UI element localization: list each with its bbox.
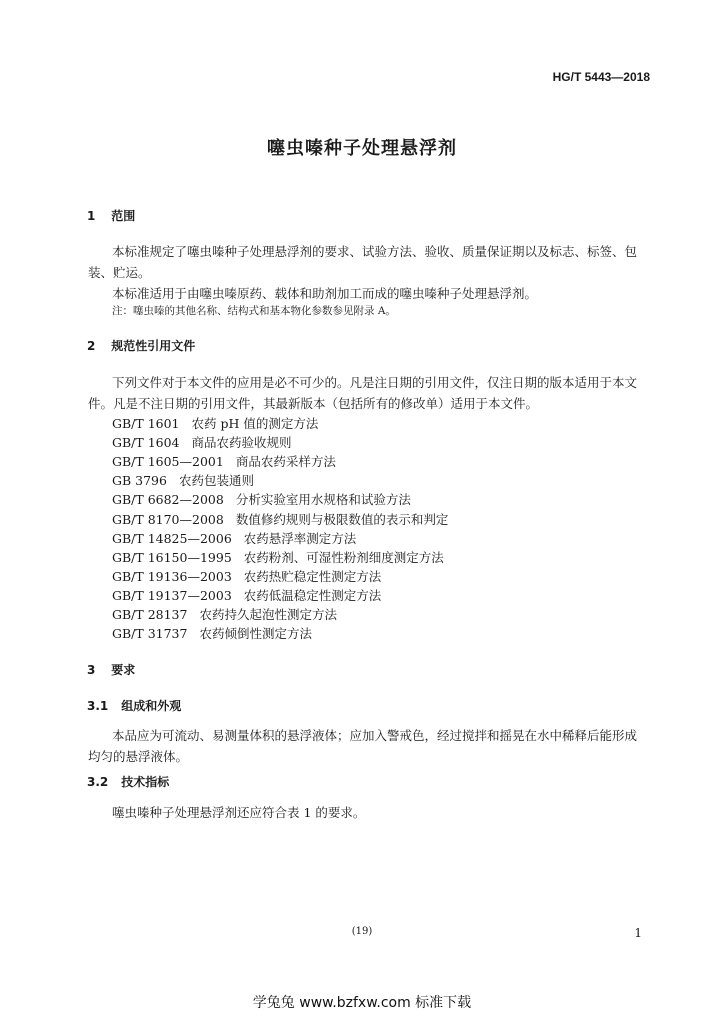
reference-title: 农药悬浮率测定方法 (243, 530, 357, 546)
reference-title: 商品农药验收规则 (191, 435, 292, 451)
technical-indicators-line: 噻虫嗪种子处理悬浮剂还应符合表 1 的要求。 (112, 805, 366, 820)
section-title: 规范性引用文件 (111, 339, 196, 353)
section-number: 2 (87, 339, 96, 353)
reference-code: GB/T 14825—2006 (112, 530, 232, 546)
reference-item (112, 452, 336, 470)
section-number: 3.1 (87, 699, 109, 713)
reference-code: GB/T 16150—1995 (112, 549, 232, 565)
reference-code: GB/T 19136—2003 (112, 568, 232, 584)
reference-code: GB/T 31737 (112, 626, 188, 642)
reference-item (112, 510, 448, 528)
page-number: 1 (634, 926, 642, 940)
reference-code: GB/T 1604 (112, 435, 180, 451)
section-title: 范围 (111, 209, 136, 223)
section-title: 要求 (111, 663, 136, 677)
composition-line-1: 本品应为可流动、易测量体积的悬浮液体；应加入警戒色，经过搅拌和摇晃在水中稀释后能形成 (112, 728, 638, 743)
reference-item (112, 548, 444, 566)
reference-item (112, 624, 312, 642)
scope-para-1-line-2: 装、贮运。 (88, 265, 151, 280)
reference-code: GB/T 28137 (112, 607, 188, 622)
section-3-2-heading (87, 773, 169, 790)
reference-title: 农药倾倒性测定方法 (199, 626, 312, 642)
reference-title: 农药 pH 值的测定方法 (191, 416, 319, 431)
reference-title: 分析实验室用水规格和试验方法 (235, 492, 411, 508)
reference-item (112, 471, 254, 489)
reference-title: 农药包装通则 (178, 473, 254, 489)
section-title: 技术指标 (121, 775, 170, 789)
reference-code: GB/T 1601 (112, 416, 180, 431)
reference-item (112, 433, 292, 451)
standard-number: HG/T 5443—2018 (552, 70, 650, 84)
reference-item (112, 567, 381, 585)
site-watermark: 学兔兔 www.bzfxw.com 标准下载 (252, 995, 472, 1011)
section-1-heading (87, 207, 135, 224)
references-intro-line-1: 下列文件对于本文件的应用是必不可少的。凡是注日期的引用文件，仅注日期的版本适用于本文 (112, 375, 638, 390)
section-number: 3.2 (87, 775, 109, 789)
section-3-1-heading (87, 697, 181, 714)
reference-code: GB/T 8170—2008 (112, 511, 224, 527)
reference-code: GB/T 19137—2003 (112, 587, 232, 603)
scope-para-2: 本标准适用于由噻虫嗪原药、载体和助剂加工而成的噻虫嗪种子处理悬浮剂。 (112, 286, 538, 301)
reference-title: 农药低温稳定性测定方法 (243, 587, 382, 603)
section-title: 组成和外观 (121, 699, 182, 713)
section-number: 3 (87, 663, 96, 677)
reference-item (112, 605, 337, 623)
document-title: 噻虫嗪种子处理悬浮剂 (267, 138, 457, 159)
section-2-heading (87, 337, 195, 354)
reference-title: 农药粉剂、可湿性粉剂细度测定方法 (243, 549, 444, 565)
reference-title: 商品农药采样方法 (235, 454, 336, 470)
scope-note: 注：噻虫嗪的其他名称、结构式和基本物化参数参见附录 A。 (112, 305, 396, 317)
reference-code: GB 3796 (112, 473, 167, 489)
composition-line-2: 均匀的悬浮液体。 (88, 749, 189, 764)
reference-title: 农药持久起泡性测定方法 (199, 607, 337, 622)
reference-item (112, 586, 381, 604)
reference-title: 数值修约规则与极限数值的表示和判定 (235, 511, 449, 527)
section-3-heading (87, 661, 135, 678)
references-intro-line-2: 件。凡是不注日期的引用文件，其最新版本（包括所有的修改单）适用于本文件。 (88, 396, 539, 411)
reference-code: GB/T 1605—2001 (112, 454, 224, 470)
scope-para-1-line-1: 本标准规定了噻虫嗪种子处理悬浮剂的要求、试验方法、验收、质量保证期以及标志、标签、包 (112, 244, 638, 259)
reference-code: GB/T 6682—2008 (112, 492, 224, 508)
page-label: (19) (351, 926, 373, 937)
reference-item (112, 529, 356, 547)
reference-item (112, 490, 411, 508)
reference-title: 农药热贮稳定性测定方法 (243, 568, 382, 584)
reference-item (112, 414, 318, 432)
section-number: 1 (87, 209, 96, 223)
